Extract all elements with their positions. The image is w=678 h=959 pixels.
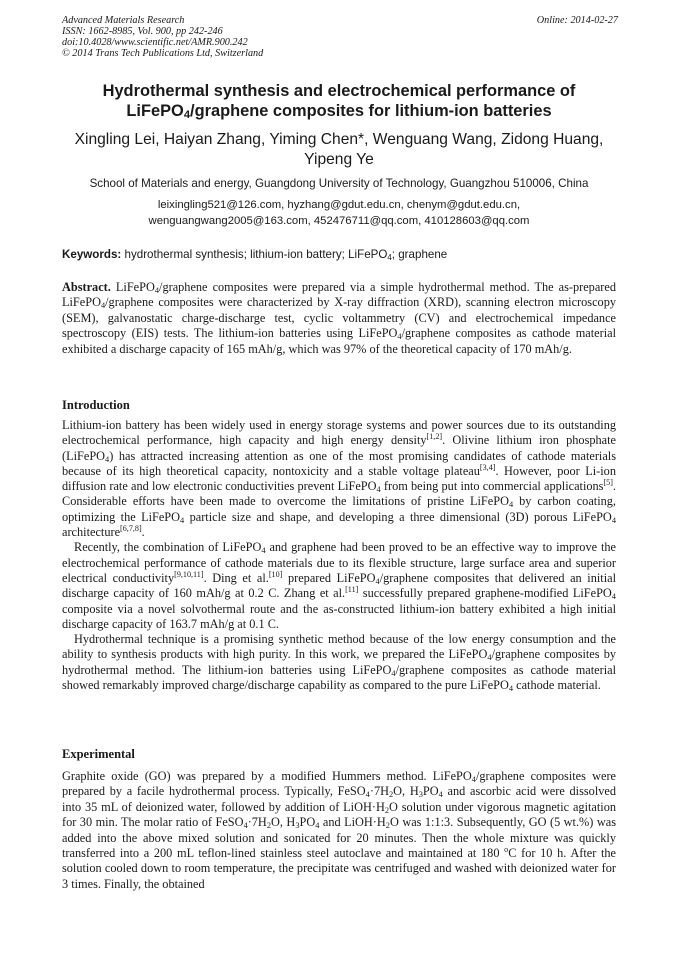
subscript: 4 <box>391 668 396 678</box>
keywords <box>62 248 616 262</box>
abstract-text: LiFePO <box>110 280 155 294</box>
title-text: /graphene composites for lithium-ion batteries <box>190 102 552 120</box>
doi-line[interactable]: doi:10.4028/www.scientific.net/AMR.900.242 <box>62 37 248 48</box>
keywords-text: hydrothermal synthesis; lithium-ion battery; LiFePO <box>121 248 388 261</box>
body-text: . Considerable efforts have been made to overcome the limitations of pristine LiFePO <box>62 479 616 509</box>
introduction-body <box>62 418 616 693</box>
abstract-text: /graphene composites were prepared via a simple hydrothermal method. The as-prepared LiFePO <box>62 280 616 310</box>
introduction-heading: Introduction <box>62 398 130 412</box>
abstract-text: /graphene composites were characterized by X-ray diffraction (XRD), scanning electron microscopy (SEM), galvanostatic charge-discharge test, cyclic voltammetry (CV) and electrochemical impedance spectroscopy (EIS) tests. The lithium-ion batteries using LiFePO <box>62 295 616 341</box>
subscript: 4 <box>365 790 370 800</box>
body-text: O was 1:1:3. Subsequently, GO (5 wt.%) was added into the above mixed solution and sonicated for 20 minutes. Then the whole mixture was quickly transferred into a 200 mL teflon-lined stainless steel autoclave and maintained at 180 <box>62 815 616 861</box>
subscript: 4 <box>261 546 266 556</box>
citation[interactable]: [1,2] <box>426 432 443 442</box>
citation[interactable]: [6,7,8] <box>120 524 142 534</box>
subscript: 3 <box>418 790 423 800</box>
abstract-text: /graphene composites as cathode material exhibited a discharge capacity of 165 mAh/g, which was 97% of the theoretical capacity of 170 mAh/g. <box>62 326 616 356</box>
intro-paragraph-3 <box>62 632 616 693</box>
body-text: Lithium-ion battery has been widely used in energy storage systems and power sources due to its outstanding electrochemical performance, high capacity and high energy density <box>62 418 616 448</box>
intro-paragraph-2 <box>62 540 616 632</box>
journal-header <box>62 15 618 59</box>
body-text: and LiOH·H <box>319 815 386 830</box>
emails-line-2[interactable]: wenguangwang2005@163.com, 452476711@qq.com, 410128603@qq.com <box>148 215 530 227</box>
author-list <box>62 130 616 170</box>
keywords-text: ; graphene <box>391 248 448 261</box>
authors-line-2: Yipeng Ye <box>304 151 374 168</box>
keywords-label: Keywords: <box>62 248 122 261</box>
experimental-paragraph <box>62 769 616 892</box>
body-text: . Ding et al. <box>203 570 269 585</box>
body-text: particle size and shape, and developing a three dimensional (3D) porous LiFePO <box>184 509 612 524</box>
body-text: /graphene composites were prepared by a facile hydrothermal process. Typically, FeSO <box>62 769 616 799</box>
intro-paragraph-1 <box>62 418 616 540</box>
title-text: LiFePO <box>126 102 184 120</box>
subscript: 4 <box>243 821 248 831</box>
body-text: . However, poor Li-ion diffusion rate and low electronic conductivities prevent LiFePO <box>62 463 616 494</box>
subscript: 4 <box>438 790 443 800</box>
body-text: PO <box>299 815 316 830</box>
body-text: by carbon coating, optimizing the LiFePO <box>62 494 616 524</box>
body-text: and ascorbic acid were dissolved into 35 mL of deionized water, followed by addition of LiOH·H <box>62 784 616 814</box>
online-date: Online: 2014-02-27 <box>536 15 618 26</box>
body-text: . <box>141 525 145 540</box>
abstract-label: Abstract. <box>62 280 111 294</box>
body-text: O solution under vigorous magnetic agitation for 30 min. The molar ratio of FeSO <box>62 799 616 830</box>
author-emails <box>62 197 616 229</box>
subscript: 4 <box>315 821 320 831</box>
subscript: 4 <box>471 775 476 784</box>
body-text: ·7H <box>247 815 267 830</box>
experimental-heading: Experimental <box>62 747 135 761</box>
body-text: Hydrothermal technique is a promising synthetic method because of the low energy consumption and the ability to synthesis products with high purity. In this work, we prepared the LiFePO <box>62 632 616 662</box>
issn-line: ISSN: 1662-8985, Vol. 900, pp 242-246 <box>62 26 223 37</box>
body-text: /graphene composites by hydrothermal method. The lithium-ion batteries using LiFePO <box>62 647 616 677</box>
body-text: /graphene composites as cathode material showed remarkably improved charge/discharge capability as compared to the pure LiFePO <box>62 662 616 693</box>
subscript: 4 <box>375 576 380 586</box>
body-text: from being put into commercial applications <box>380 479 604 494</box>
subscript: 4 <box>105 454 110 464</box>
body-text: . Olivine lithium iron phosphate (LiFePO <box>62 433 617 463</box>
emails-line-1[interactable]: leixingling521@126.com, hyzhang@gdut.edu.cn, chenym@gdut.edu.cn, <box>157 199 521 211</box>
citation[interactable]: [11] <box>345 585 359 595</box>
citation[interactable]: [5] <box>603 478 613 488</box>
citation[interactable]: [10] <box>268 569 283 579</box>
body-text: prepared LiFePO <box>282 570 376 585</box>
paper-title <box>62 81 616 121</box>
degree-superscript: o <box>504 845 509 855</box>
subscript: 4 <box>154 286 160 295</box>
title-line-1: Hydrothermal synthesis and electrochemical performance of <box>102 82 576 100</box>
body-text: O, H <box>271 815 296 830</box>
authors-line-1: Xingling Lei, Haiyan Zhang, Yiming Chen*, Wenguang Wang, Zidong Huang, <box>74 131 604 148</box>
subscript: 2 <box>266 821 271 831</box>
subscript: 4 <box>611 592 616 602</box>
subscript: 2 <box>388 790 394 800</box>
subscript: 2 <box>385 821 390 831</box>
subscript: 4 <box>387 253 392 262</box>
subscript: 4 <box>487 653 492 663</box>
body-text: O, H <box>393 784 419 799</box>
experimental-body <box>62 769 616 892</box>
subscript: 4 <box>508 684 514 694</box>
title-line-2 <box>62 101 616 121</box>
body-text: ·7H <box>369 784 389 799</box>
subscript: 4 <box>611 515 616 525</box>
body-text: and graphene had been proved to be an effective way to improve the electrochemical performance of cathode materials due to its flexible structure, large surface area and superior electrical conductivity <box>62 540 616 585</box>
citation[interactable]: [3,4] <box>479 462 496 472</box>
body-text: ) has attracted increasing attention as one of the most promising candidates of cathode materials because of its high theoretical capacity, nontoxicity and a stable voltage plateau <box>62 448 616 478</box>
body-text: C for 10 h. After the solution cooled down to room temperature, the precipitate was centrifuged and washed with deionized water for 3 times. Finally, the obtained <box>62 846 616 891</box>
journal-name: Advanced Materials Research <box>62 15 185 26</box>
subscript: 4 <box>376 485 381 495</box>
subscript: 4 <box>100 301 106 311</box>
subscript: 3 <box>295 821 300 831</box>
body-text: cathode material. <box>513 678 601 693</box>
copyright-line: © 2014 Trans Tech Publications Ltd, Switzerland <box>62 48 264 59</box>
body-text: PO <box>422 784 439 799</box>
body-text: Graphite oxide (GO) was prepared by a modified Hummers method. LiFePO <box>62 769 472 783</box>
subscript: 4 <box>183 109 191 121</box>
body-text: successfully prepared graphene-modified LiFePO <box>358 586 612 601</box>
body-text: Recently, the combination of LiFePO <box>74 540 262 555</box>
subscript: 4 <box>397 332 402 342</box>
subscript: 4 <box>180 515 185 525</box>
body-text: /graphene composites that delivered an initial discharge capacity of 160 mAh/g at 0.2 C. Zhang et al. <box>62 570 616 601</box>
body-text: composite via a novel solvothermal route and the as-constructed lithium-ion battery exhibited a high initial discharge capacity of 163.7 mAh/g at 0.1 C. <box>62 601 616 631</box>
citation[interactable]: [9,10,11] <box>174 569 204 579</box>
abstract <box>62 280 616 357</box>
subscript: 2 <box>384 805 390 815</box>
affiliation: School of Materials and energy, Guangdong University of Technology, Guangzhou 510006, China <box>89 177 589 190</box>
body-text: architecture <box>62 525 121 540</box>
subscript: 4 <box>508 500 514 510</box>
